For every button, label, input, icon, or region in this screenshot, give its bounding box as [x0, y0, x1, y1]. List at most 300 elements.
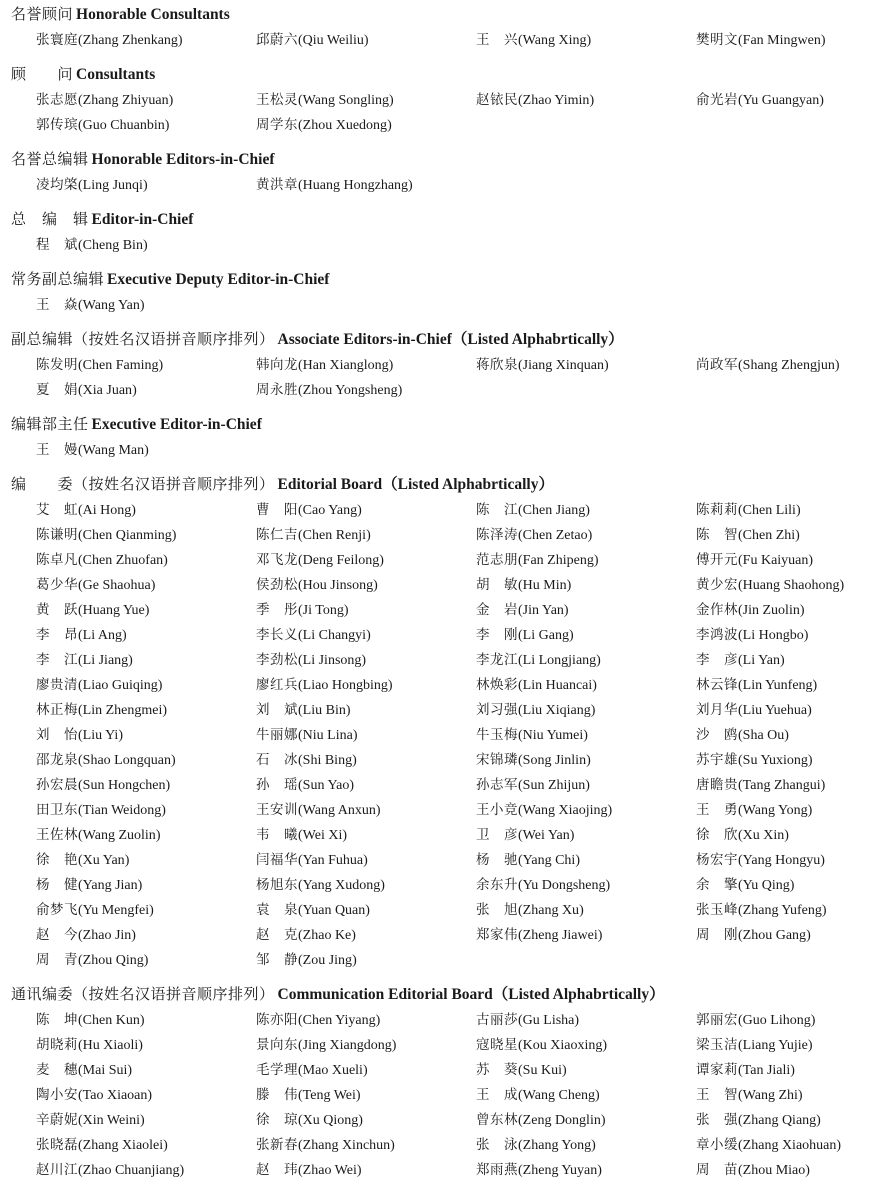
member-name-pinyin: Li Yan — [742, 653, 781, 668]
section-heading — [11, 265, 878, 293]
member-name-zh: 苏宇雄 — [696, 752, 738, 768]
member-name-zh: 孙志军 — [476, 777, 518, 793]
member-list — [36, 1008, 878, 1183]
member-name-zh: 刘 斌 — [256, 702, 298, 718]
member-name-zh: 毛学理 — [256, 1062, 298, 1078]
member-name-zh: 杨 健 — [36, 877, 78, 893]
member-name-zh: 赵川江 — [36, 1162, 78, 1178]
section-heading — [11, 60, 878, 88]
member-row — [36, 673, 878, 698]
member-name-zh: 黄 跃 — [36, 602, 78, 618]
member-entry: 陈发明(Chen Faming) — [36, 357, 164, 373]
member-name-zh: 唐瞻贵 — [696, 777, 738, 793]
member-name-zh: 周 刚 — [696, 927, 738, 943]
member-name-zh: 袁 泉 — [256, 902, 298, 918]
member-name-zh: 胡晓莉 — [36, 1037, 78, 1053]
member-name-zh: 夏 娟 — [36, 382, 78, 398]
member-entry: 俞梦飞(Yu Mengfei) — [36, 902, 154, 918]
member-entry: 侯劲松(Hou Jinsong) — [256, 577, 378, 593]
member-entry: 张 旭(Zhang Xu) — [476, 902, 584, 918]
member-name-pinyin: Ge Shaohua — [82, 578, 151, 593]
member-entry: 刘 怡(Liu Yi) — [36, 727, 123, 743]
member-name-pinyin: Liang Yujie — [742, 1038, 808, 1053]
member-name-zh: 韩向龙 — [256, 357, 298, 373]
member-name-pinyin: Li Jinsong — [302, 653, 362, 668]
member-name-pinyin: Zou Jing — [302, 953, 353, 968]
member-name-zh: 赵铱民 — [476, 92, 518, 108]
member-entry: 陈卓凡(Chen Zhuofan) — [36, 552, 168, 568]
member-name-zh: 古丽莎 — [476, 1012, 518, 1028]
member-name-pinyin: Su Kui — [522, 1063, 562, 1078]
member-row — [36, 293, 878, 318]
member-entry: 刘月华(Liu Yuehua) — [696, 702, 812, 718]
member-name-pinyin: Wang Yong — [742, 803, 808, 818]
section-title-zh: 编辑部主任 — [11, 415, 89, 433]
member-name-zh: 景向东 — [256, 1037, 298, 1053]
section-title-zh: 通讯编委（按姓名汉语拼音顺序排列） — [11, 985, 275, 1003]
member-name-pinyin: Huang Shaohong — [742, 578, 840, 593]
member-name-pinyin: Tao Xiaoan — [82, 1088, 148, 1103]
member-name-zh: 滕 伟 — [256, 1087, 298, 1103]
member-name-zh: 孙 瑶 — [256, 777, 298, 793]
member-entry: 王松灵(Wang Songling) — [256, 92, 394, 108]
member-name-pinyin: Liao Hongbing — [302, 678, 388, 693]
member-entry: 俞光岩(Yu Guangyan) — [696, 92, 824, 108]
member-name-pinyin: Tan Jiali — [742, 1063, 791, 1078]
member-name-zh: 谭家莉 — [696, 1062, 738, 1078]
member-entry: 杨 驰(Yang Chi) — [476, 852, 580, 868]
member-row — [36, 773, 878, 798]
member-row — [36, 648, 878, 673]
member-name-pinyin: Han Xianglong — [302, 358, 389, 373]
member-entry: 王 兴(Wang Xing) — [476, 32, 592, 48]
member-name-pinyin: Zhang Yong — [522, 1138, 592, 1153]
member-entry: 景向东(Jing Xiangdong) — [256, 1037, 397, 1053]
member-list — [36, 438, 878, 463]
member-entry: 王 智(Wang Zhi) — [696, 1087, 803, 1103]
member-name-pinyin: Liao Guiqing — [82, 678, 158, 693]
member-name-zh: 郭传瑸 — [36, 117, 78, 133]
member-entry: 孙 瑶(Sun Yao) — [256, 777, 355, 793]
member-row — [36, 1008, 878, 1033]
member-entry: 孙宏晨(Sun Hongchen) — [36, 777, 171, 793]
member-name-zh: 杨 驰 — [476, 852, 518, 868]
member-name-zh: 邵龙泉 — [36, 752, 78, 768]
member-entry: 王 成(Wang Cheng) — [476, 1087, 600, 1103]
member-entry: 赵 玮(Zhao Wei) — [256, 1162, 362, 1178]
member-name-zh: 程 斌 — [36, 237, 78, 253]
masthead-section — [0, 980, 878, 1183]
member-row — [36, 1033, 878, 1058]
member-name-zh: 徐 欣 — [696, 827, 738, 843]
member-name-zh: 刘月华 — [696, 702, 738, 718]
member-row — [36, 1083, 878, 1108]
member-name-zh: 石 冰 — [256, 752, 298, 768]
member-name-pinyin: Fan Zhipeng — [522, 553, 594, 568]
member-name-pinyin: Zhang Zhenkang — [82, 33, 178, 48]
member-row — [36, 1108, 878, 1133]
member-name-zh: 卫 彦 — [476, 827, 518, 843]
member-entry: 徐 艳(Xu Yan) — [36, 852, 130, 868]
member-entry: 夏 娟(Xia Juan) — [36, 382, 137, 398]
member-name-zh: 梁玉洁 — [696, 1037, 738, 1053]
member-row — [36, 848, 878, 873]
member-name-pinyin: Zhao Ke — [302, 928, 352, 943]
member-name-pinyin: Yu Mengfei — [82, 903, 150, 918]
member-row — [36, 823, 878, 848]
member-name-zh: 徐 琼 — [256, 1112, 298, 1128]
masthead-section — [0, 265, 878, 318]
member-name-zh: 范志朋 — [476, 552, 518, 568]
member-entry: 傅开元(Fu Kaiyuan) — [696, 552, 814, 568]
member-entry: 沙 鸥(Sha Ou) — [696, 727, 789, 743]
member-name-pinyin: Zhao Yimin — [522, 93, 590, 108]
member-name-zh: 周 青 — [36, 952, 78, 968]
member-name-pinyin: Guo Chuanbin — [82, 118, 165, 133]
member-name-zh: 林云锋 — [696, 677, 738, 693]
member-name-zh: 周永胜 — [256, 382, 298, 398]
member-name-zh: 廖贵清 — [36, 677, 78, 693]
member-entry: 陈亦阳(Chen Yiyang) — [256, 1012, 381, 1028]
member-name-pinyin: Yan Fuhua — [302, 853, 364, 868]
member-name-zh: 俞梦飞 — [36, 902, 78, 918]
member-name-zh: 陈发明 — [36, 357, 78, 373]
member-name-zh: 张 旭 — [476, 902, 518, 918]
member-row — [36, 548, 878, 573]
member-name-pinyin: Yang Jian — [82, 878, 138, 893]
member-name-pinyin: Zhao Jin — [82, 928, 132, 943]
member-name-zh: 张晓磊 — [36, 1137, 78, 1153]
member-name-zh: 闫福华 — [256, 852, 298, 868]
masthead-section — [0, 205, 878, 258]
member-name-pinyin: Zhou Xuedong — [302, 118, 388, 133]
member-name-pinyin: Tang Zhangui — [742, 778, 821, 793]
member-name-pinyin: Zhou Gang — [742, 928, 807, 943]
member-entry: 郭丽宏(Guo Lihong) — [696, 1012, 816, 1028]
member-entry: 赵 克(Zhao Ke) — [256, 927, 356, 943]
member-entry: 郭传瑸(Guo Chuanbin) — [36, 117, 170, 133]
member-entry: 唐瞻贵(Tang Zhangui) — [696, 777, 826, 793]
member-entry: 邵龙泉(Shao Longquan) — [36, 752, 176, 768]
member-name-pinyin: Zhang Yufeng — [742, 903, 822, 918]
member-name-zh: 郑雨燕 — [476, 1162, 518, 1178]
member-entry: 梁玉洁(Liang Yujie) — [696, 1037, 813, 1053]
member-entry: 赵 今(Zhao Jin) — [36, 927, 136, 943]
member-entry: 余 擎(Yu Qing) — [696, 877, 795, 893]
member-row — [36, 28, 878, 53]
member-entry: 李长义(Li Changyi) — [256, 627, 371, 643]
member-entry: 金作林(Jin Zuolin) — [696, 602, 805, 618]
member-name-zh: 陶小安 — [36, 1087, 78, 1103]
member-name-zh: 赵 玮 — [256, 1162, 298, 1178]
member-name-pinyin: Zeng Donglin — [522, 1113, 601, 1128]
member-name-zh: 沙 鸥 — [696, 727, 738, 743]
member-name-zh: 余东升 — [476, 877, 518, 893]
member-name-zh: 杨旭东 — [256, 877, 298, 893]
member-name-zh: 陈泽涛 — [476, 527, 518, 543]
member-entry: 滕 伟(Teng Wei) — [256, 1087, 361, 1103]
member-entry: 寇晓星(Kou Xiaoxing) — [476, 1037, 608, 1053]
section-title-zh: 顾 问 — [11, 65, 74, 83]
member-name-zh: 李劲松 — [256, 652, 298, 668]
member-entry: 胡 敏(Hu Min) — [476, 577, 572, 593]
member-entry: 章小缓(Zhang Xiaohuan) — [696, 1137, 842, 1153]
member-name-pinyin: Jin Yan — [522, 603, 564, 618]
member-name-pinyin: Chen Yiyang — [302, 1013, 376, 1028]
member-row — [36, 113, 878, 138]
member-name-pinyin: Chen Zhi — [742, 528, 796, 543]
member-name-zh: 刘习强 — [476, 702, 518, 718]
member-name-zh: 李鸿波 — [696, 627, 738, 643]
member-entry: 周永胜(Zhou Yongsheng) — [256, 382, 403, 398]
member-entry: 陈谦明(Chen Qianming) — [36, 527, 177, 543]
member-name-zh: 辛蔚妮 — [36, 1112, 78, 1128]
member-name-pinyin: Su Yuxiong — [742, 753, 808, 768]
member-entry: 赵铱民(Zhao Yimin) — [476, 92, 595, 108]
member-name-pinyin: Sun Yao — [302, 778, 350, 793]
member-name-zh: 寇晓星 — [476, 1037, 518, 1053]
member-name-pinyin: Ji Tong — [302, 603, 344, 618]
member-name-pinyin: Fu Kaiyuan — [742, 553, 809, 568]
member-name-pinyin: Zheng Jiawei — [522, 928, 598, 943]
section-heading — [11, 980, 878, 1008]
member-entry: 陈莉莉(Chen Lili) — [696, 502, 801, 518]
member-entry: 陶小安(Tao Xiaoan) — [36, 1087, 153, 1103]
member-name-zh: 陈亦阳 — [256, 1012, 298, 1028]
member-name-zh: 王 成 — [476, 1087, 518, 1103]
member-name-pinyin: Jing Xiangdong — [302, 1038, 392, 1053]
masthead-section — [0, 325, 878, 403]
member-name-zh: 黄少宏 — [696, 577, 738, 593]
member-name-pinyin: Shang Zhengjun — [742, 358, 835, 373]
member-name-pinyin: Li Jiang — [82, 653, 129, 668]
member-row — [36, 523, 878, 548]
member-row — [36, 88, 878, 113]
member-row — [36, 378, 878, 403]
member-entry: 黄 跃(Huang Yue) — [36, 602, 150, 618]
member-name-pinyin: Tian Weidong — [82, 803, 162, 818]
section-title-zh: 总 编 辑 — [11, 210, 89, 228]
member-name-zh: 樊明文 — [696, 32, 738, 48]
member-name-zh: 张玉峰 — [696, 902, 738, 918]
member-name-zh: 王 兴 — [476, 32, 518, 48]
member-name-zh: 邓飞龙 — [256, 552, 298, 568]
member-name-zh: 陈卓凡 — [36, 552, 78, 568]
member-entry: 闫福华(Yan Fuhua) — [256, 852, 368, 868]
member-name-pinyin: Li Changyi — [302, 628, 367, 643]
member-name-pinyin: Zhang Zhiyuan — [82, 93, 169, 108]
member-name-zh: 宋锦璘 — [476, 752, 518, 768]
member-row — [36, 723, 878, 748]
member-name-zh: 陈谦明 — [36, 527, 78, 543]
member-name-zh: 廖红兵 — [256, 677, 298, 693]
member-entry: 黄少宏(Huang Shaohong) — [696, 577, 845, 593]
member-list — [36, 88, 878, 138]
masthead-section — [0, 0, 878, 53]
member-name-zh: 张 强 — [696, 1112, 738, 1128]
member-row — [36, 573, 878, 598]
member-name-pinyin: Song Jinlin — [522, 753, 587, 768]
member-entry: 李龙江(Li Longjiang) — [476, 652, 601, 668]
member-entry: 葛少华(Ge Shaohua) — [36, 577, 156, 593]
member-name-zh: 艾 虹 — [36, 502, 78, 518]
member-name-pinyin: Chen Renji — [302, 528, 367, 543]
member-row — [36, 598, 878, 623]
section-title-zh: 常务副总编辑 — [11, 270, 105, 288]
section-heading — [11, 325, 878, 353]
member-name-pinyin: Chen Jiang — [522, 503, 586, 518]
member-name-pinyin: Xin Weini — [82, 1113, 141, 1128]
member-name-zh: 侯劲松 — [256, 577, 298, 593]
member-name-zh: 张志愿 — [36, 92, 78, 108]
member-entry: 张晓磊(Zhang Xiaolei) — [36, 1137, 168, 1153]
member-name-pinyin: Kou Xiaoxing — [522, 1038, 603, 1053]
member-name-zh: 张寰庭 — [36, 32, 78, 48]
member-name-pinyin: Yu Guangyan — [742, 93, 820, 108]
section-heading — [11, 410, 878, 438]
member-entry: 谭家莉(Tan Jiali) — [696, 1062, 795, 1078]
member-entry: 季 彤(Ji Tong) — [256, 602, 349, 618]
member-name-pinyin: Chen Lili — [742, 503, 796, 518]
member-name-pinyin: Sha Ou — [742, 728, 785, 743]
member-row — [36, 498, 878, 523]
member-name-zh: 杨宏宇 — [696, 852, 738, 868]
member-name-zh: 金作林 — [696, 602, 738, 618]
member-name-pinyin: Wang Zuolin — [82, 828, 156, 843]
member-name-zh: 曾东林 — [476, 1112, 518, 1128]
member-name-zh: 李 昂 — [36, 627, 78, 643]
member-entry: 余东升(Yu Dongsheng) — [476, 877, 611, 893]
member-entry: 李 彦(Li Yan) — [696, 652, 785, 668]
member-entry: 牛丽娜(Niu Lina) — [256, 727, 358, 743]
member-name-zh: 陈莉莉 — [696, 502, 738, 518]
member-entry: 周 青(Zhou Qing) — [36, 952, 149, 968]
member-name-zh: 余 擎 — [696, 877, 738, 893]
member-name-zh: 郭丽宏 — [696, 1012, 738, 1028]
member-entry: 孙志军(Sun Zhijun) — [476, 777, 590, 793]
member-entry: 周 苗(Zhou Miao) — [696, 1162, 810, 1178]
member-name-zh: 傅开元 — [696, 552, 738, 568]
member-row — [36, 748, 878, 773]
member-entry: 林云锋(Lin Yunfeng) — [696, 677, 818, 693]
member-name-pinyin: Liu Xiqiang — [522, 703, 591, 718]
section-title-en: Consultants — [76, 66, 156, 83]
member-entry: 周 刚(Zhou Gang) — [696, 927, 811, 943]
member-name-zh: 陈 智 — [696, 527, 738, 543]
member-row — [36, 1158, 878, 1183]
member-entry: 苏宇雄(Su Yuxiong) — [696, 752, 813, 768]
member-name-pinyin: Shi Bing — [302, 753, 353, 768]
member-name-pinyin: Cheng Bin — [82, 238, 143, 253]
member-name-pinyin: Yu Dongsheng — [522, 878, 606, 893]
member-entry: 廖红兵(Liao Hongbing) — [256, 677, 393, 693]
member-entry: 王 嫚(Wang Man) — [36, 442, 149, 458]
member-name-pinyin: Jin Zuolin — [742, 603, 800, 618]
member-entry: 李 刚(Li Gang) — [476, 627, 574, 643]
section-title-zh: 名誉总编辑 — [11, 150, 89, 168]
member-entry: 卫 彦(Wei Yan) — [476, 827, 575, 843]
section-title-zh: 名誉顾问 — [11, 5, 74, 23]
member-name-zh: 陈 坤 — [36, 1012, 78, 1028]
member-name-pinyin: Gu Lisha — [522, 1013, 575, 1028]
member-entry: 张新春(Zhang Xinchun) — [256, 1137, 395, 1153]
member-name-zh: 章小缓 — [696, 1137, 738, 1153]
section-title-zh: 副总编辑（按姓名汉语拼音顺序排列） — [11, 330, 275, 348]
member-name-zh: 李龙江 — [476, 652, 518, 668]
member-name-pinyin: Wei Yan — [522, 828, 570, 843]
member-entry: 杨 健(Yang Jian) — [36, 877, 143, 893]
member-entry: 黄洪章(Huang Hongzhang) — [256, 177, 413, 193]
member-entry: 田卫东(Tian Weidong) — [36, 802, 166, 818]
section-heading — [11, 0, 878, 28]
member-name-pinyin: Wang Xing — [522, 33, 587, 48]
member-name-pinyin: Lin Huancai — [522, 678, 593, 693]
member-name-pinyin: Wang Cheng — [522, 1088, 596, 1103]
member-entry: 苏 葵(Su Kui) — [476, 1062, 567, 1078]
member-list — [36, 498, 878, 973]
member-name-pinyin: Deng Feilong — [302, 553, 380, 568]
section-heading — [11, 205, 878, 233]
member-name-zh: 周 苗 — [696, 1162, 738, 1178]
member-entry: 徐 琼(Xu Qiong) — [256, 1112, 363, 1128]
member-name-zh: 王 勇 — [696, 802, 738, 818]
member-name-pinyin: Lin Zhengmei — [82, 703, 163, 718]
section-title-en: Editor-in-Chief — [91, 211, 194, 228]
member-entry: 王佐林(Wang Zuolin) — [36, 827, 161, 843]
member-row — [36, 698, 878, 723]
member-name-zh: 凌均棨 — [36, 177, 78, 193]
member-entry: 袁 泉(Yuan Quan) — [256, 902, 370, 918]
member-name-pinyin: Ling Junqi — [82, 178, 143, 193]
member-name-zh: 季 彤 — [256, 602, 298, 618]
member-name-zh: 苏 葵 — [476, 1062, 518, 1078]
member-name-zh: 赵 今 — [36, 927, 78, 943]
member-name-zh: 蒋欣泉 — [476, 357, 518, 373]
member-entry: 韦 曦(Wei Xi) — [256, 827, 348, 843]
member-entry: 李 江(Li Jiang) — [36, 652, 133, 668]
member-entry: 杨旭东(Yang Xudong) — [256, 877, 385, 893]
section-title-en: Executive Editor-in-Chief — [91, 416, 262, 433]
member-row — [36, 1058, 878, 1083]
member-name-pinyin: Zhang Xiaohuan — [742, 1138, 837, 1153]
member-name-pinyin: Lin Yunfeng — [742, 678, 813, 693]
member-name-zh: 黄洪章 — [256, 177, 298, 193]
member-entry: 宋锦璘(Song Jinlin) — [476, 752, 591, 768]
member-name-zh: 俞光岩 — [696, 92, 738, 108]
member-name-pinyin: Wang Zhi — [742, 1088, 798, 1103]
member-name-pinyin: Fan Mingwen — [742, 33, 821, 48]
member-entry: 范志朋(Fan Zhipeng) — [476, 552, 599, 568]
section-title-en: Associate Editors-in-Chief（Listed Alphabrtically） — [277, 331, 624, 348]
member-name-pinyin: Chen Zetao — [522, 528, 588, 543]
section-heading — [11, 470, 878, 498]
member-entry: 廖贵清(Liao Guiqing) — [36, 677, 163, 693]
member-name-pinyin: Zhou Qing — [82, 953, 144, 968]
member-entry: 李鸿波(Li Hongbo) — [696, 627, 809, 643]
member-entry: 王安训(Wang Anxun) — [256, 802, 381, 818]
member-name-pinyin: Niu Lina — [302, 728, 353, 743]
member-name-pinyin: Chen Faming — [82, 358, 159, 373]
member-name-pinyin: Zhou Miao — [742, 1163, 806, 1178]
member-entry: 邹 静(Zou Jing) — [256, 952, 357, 968]
member-name-pinyin: Zhao Wei — [302, 1163, 357, 1178]
member-name-zh: 周学东 — [256, 117, 298, 133]
member-entry: 李 昂(Li Ang) — [36, 627, 127, 643]
member-name-zh: 田卫东 — [36, 802, 78, 818]
member-row — [36, 173, 878, 198]
member-entry: 赵川江(Zhao Chuanjiang) — [36, 1162, 185, 1178]
member-name-zh: 麦 穗 — [36, 1062, 78, 1078]
